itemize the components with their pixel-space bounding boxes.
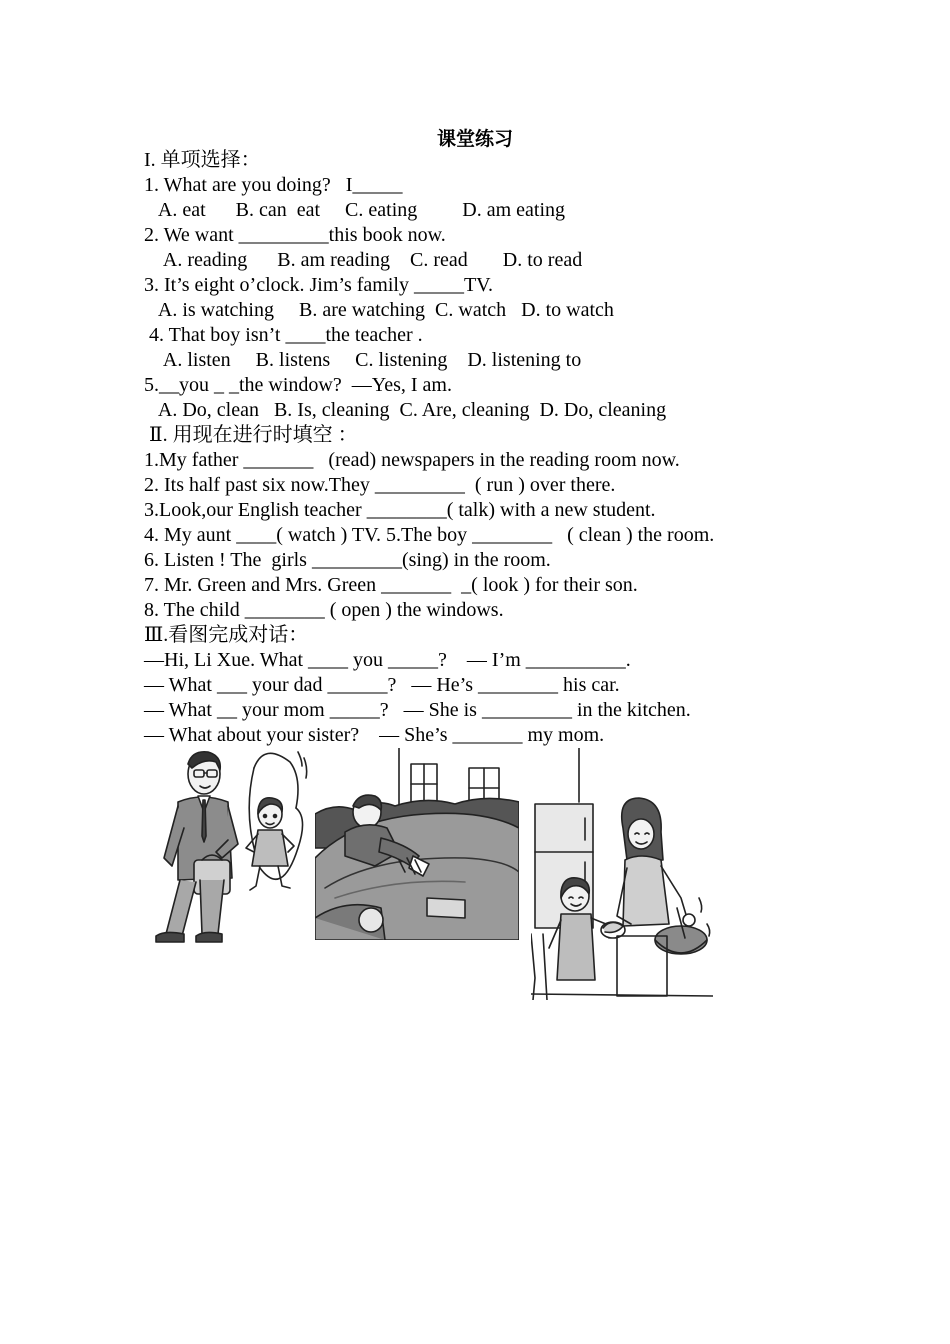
dad-washing-car-illustration [315, 748, 519, 940]
section-1-heading: I. 单项选择： [144, 149, 261, 171]
question-2: 2. We want _________this book now. [144, 224, 446, 246]
question-5-options: A. Do, clean B. Is, cleaning C. Are, cleaning D. Do, cleaning [144, 399, 667, 421]
question-2-options: A. reading B. am reading C. read D. to read [144, 249, 583, 271]
question-1: 1. What are you doing? I_____ [144, 174, 403, 196]
question-1-options: A. eat B. can eat C. eating D. am eating [144, 199, 566, 221]
fill-3: 3.Look,our English teacher ________( talk) with a new student. [144, 499, 656, 521]
fill-6: 6. Listen ! The girls _________(sing) in the room. [144, 549, 551, 571]
dialog-3: — What __ your mom _____? — She is _________ in the kitchen. [144, 699, 691, 721]
man-and-girl-illustration [142, 748, 314, 948]
fill-7: 7. Mr. Green and Mrs. Green _______ _( look ) for their son. [144, 574, 638, 596]
dialog-4: — What about your sister? — She’s _______ my mom. [144, 724, 605, 746]
fill-8: 8. The child ________ ( open ) the windows. [144, 599, 504, 621]
worksheet-title: 课堂练习 [436, 128, 513, 150]
section-3-heading: Ⅲ.看图完成对话： [144, 624, 309, 646]
dialog-1: —Hi, Li Xue. What ____ you _____? — I’m __________. [144, 649, 631, 671]
dialog-2: — What ___ your dad ______? — He’s ________ his car. [144, 674, 620, 696]
question-4-options: A. listen B. listens C. listening D. listening to [144, 349, 582, 371]
question-4: 4. That boy isn’t ____the teacher . [144, 324, 423, 346]
kitchen-illustration [531, 748, 713, 1000]
question-5: 5.__you _ _the window? —Yes, I am. [144, 374, 452, 396]
fill-4-5: 4. My aunt ____( watch ) TV. 5.The boy ________ ( clean ) the room. [144, 524, 715, 546]
section-2-heading: Ⅱ. 用现在进行时填空 ： [144, 424, 358, 446]
question-3-options: A. is watching B. are watching C. watch D. to watch [144, 299, 614, 321]
question-3: 3. It’s eight o’clock. Jim’s family _____TV. [144, 274, 494, 296]
fill-1: 1.My father _______ (read) newspapers in the reading room now. [144, 449, 680, 471]
fill-2: 2. Its half past six now.They _________ ( run ) over there. [144, 474, 616, 496]
